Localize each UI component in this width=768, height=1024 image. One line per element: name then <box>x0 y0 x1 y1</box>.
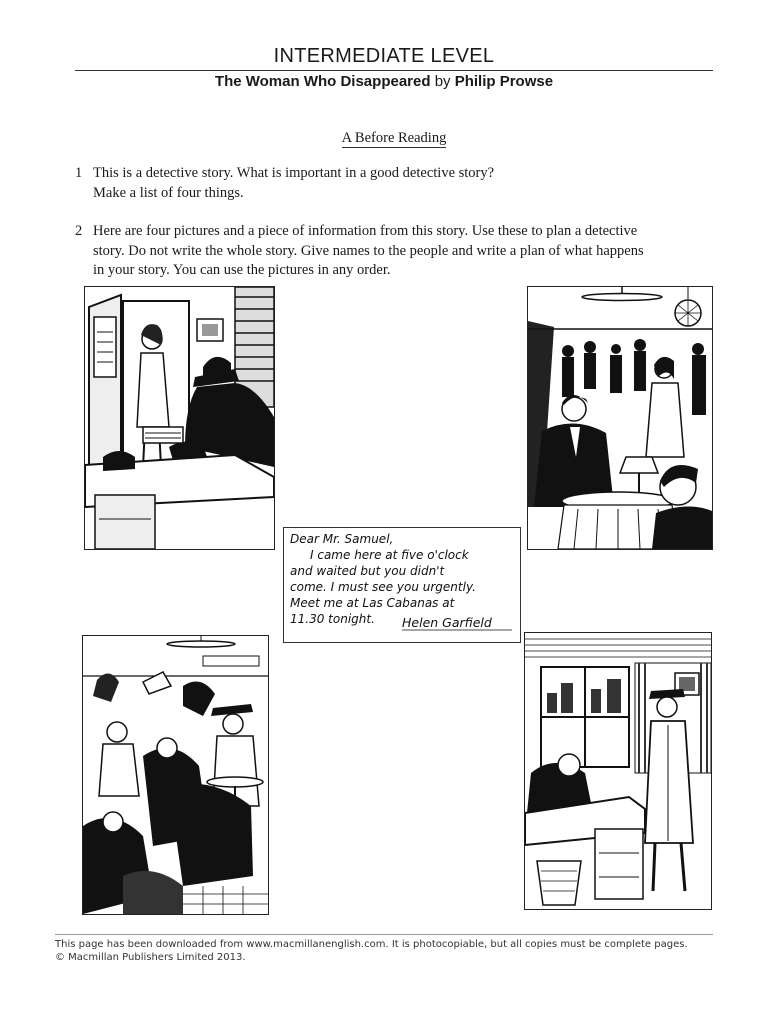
level-heading: INTERMEDIATE LEVEL <box>273 45 495 67</box>
section-heading <box>0 130 768 147</box>
note-line: and waited but you didn't <box>290 564 445 578</box>
question-line: Here are four pictures and a piece of information from this story. Use these to plan a detective <box>93 223 638 239</box>
question-line: This is a detective story. What is important in a good detective story? <box>93 165 495 181</box>
header-rule <box>75 70 713 71</box>
note-line: come. I must see you urgently. <box>290 580 476 594</box>
question-text <box>93 164 494 203</box>
section-heading-text: A Before Reading <box>341 130 447 146</box>
footer-rule <box>55 934 713 935</box>
footer-line: This page has been downloaded from www.macmillanenglish.com. It is photocopiable, but all copies must be complete pages. <box>55 939 688 950</box>
by-word: by <box>434 73 451 90</box>
author-name: Philip Prowse <box>454 73 554 90</box>
note-line: Meet me at Las Cabanas at <box>290 596 455 610</box>
office-illustration <box>84 286 275 550</box>
question-line: story. Do not write the whole story. Give names to the people and write a plan of what happens <box>93 242 644 259</box>
nightclub-illustration <box>527 286 713 550</box>
footer <box>55 938 755 964</box>
copyright-line: © Macmillan Publishers Limited 2013. <box>55 952 246 963</box>
book-title: The Woman Who Disappeared <box>214 73 431 90</box>
book-title-line <box>0 73 768 90</box>
question-line: in your story. You can use the pictures in any order. <box>93 262 391 278</box>
handwritten-note <box>283 527 521 643</box>
note-line: I came here at five o'clock <box>310 548 469 562</box>
note-line: Dear Mr. Samuel, <box>290 532 394 546</box>
question-number: 1 <box>75 165 83 181</box>
trench-coat-illustration <box>524 632 712 910</box>
question-number: 2 <box>75 223 83 239</box>
note-line: 11.30 tonight. <box>290 612 375 626</box>
question-line: Make a list of four things. <box>93 184 244 201</box>
note-signature: Helen Garfield <box>402 615 492 630</box>
question-text <box>93 222 644 281</box>
fight-illustration <box>82 635 269 915</box>
